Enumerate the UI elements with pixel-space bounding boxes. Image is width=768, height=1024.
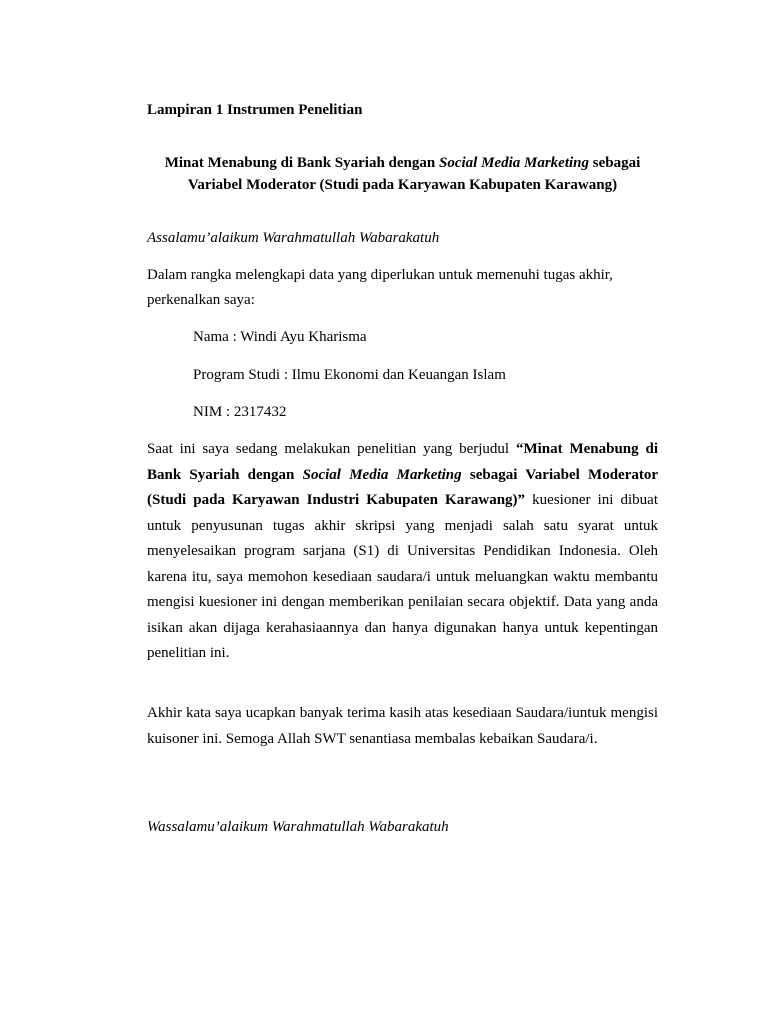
research-title-italic: Social Media Marketing <box>302 466 462 483</box>
intro-line-1: Dalam rangka melengkapi data yang diperlukan untuk memenuhi tugas akhir, <box>147 267 613 283</box>
body-text-2: kuesioner ini dibuat untuk penyusunan tugas akhir skripsi yang menjadi salah satu syarat untuk menyelesaikan program sarjana (S1) di Universitas Pendidikan Indonesia. Oleh karena itu, saya memohon kesediaan saudara/i untuk meluangkan waktu membantu mengisi kuesioner ini dengan memberikan penilaian secara objektif. Data yang anda isikan akan dijaga kerahasiaannya dan hanya digunakan hanya untuk kepentingan penelitian ini. <box>147 492 658 661</box>
body-paragraph <box>147 437 658 667</box>
body-text-1: Saat ini saya sedang melakukan penelitian yang berjudul <box>147 441 516 457</box>
greeting: Assalamu’alaikum Warahmatullah Wabarakatuh <box>147 230 440 246</box>
closing-paragraph: Akhir kata saya ucapkan banyak terima kasih atas kesediaan Saudara/iuntuk mengisi kuisoner ini. Semoga Allah SWT senantiasa membalas kebaikan Saudara/i. <box>147 705 658 747</box>
document-title <box>147 152 658 196</box>
identity-program: Program Studi : Ilmu Ekonomi dan Keuangan Islam <box>193 367 506 383</box>
title-part-1: Minat Menabung di Bank Syariah dengan <box>164 155 439 171</box>
title-line-2: Variabel Moderator (Studi pada Karyawan Kabupaten Karawang) <box>187 177 618 193</box>
intro-line-2: perkenalkan saya: <box>147 292 255 308</box>
identity-nim: NIM : 2317432 <box>193 404 287 420</box>
appendix-heading: Lampiran 1 Instrumen Penelitian <box>147 102 363 118</box>
title-italic-term: Social Media Marketing <box>438 155 589 171</box>
identity-name: Nama : Windi Ayu Kharisma <box>193 329 367 345</box>
research-title-bold-1: “Minat Menabung di Bank Syariah dengan <box>147 441 659 483</box>
title-part-2: sebagai <box>589 155 641 171</box>
farewell: Wassalamu’alaikum Warahmatullah Wabarakatuh <box>147 819 449 835</box>
research-title-bold-2: sebagai Variabel Moderator (Studi pada Karyawan Industri Kabupaten Karawang)” <box>147 466 659 508</box>
